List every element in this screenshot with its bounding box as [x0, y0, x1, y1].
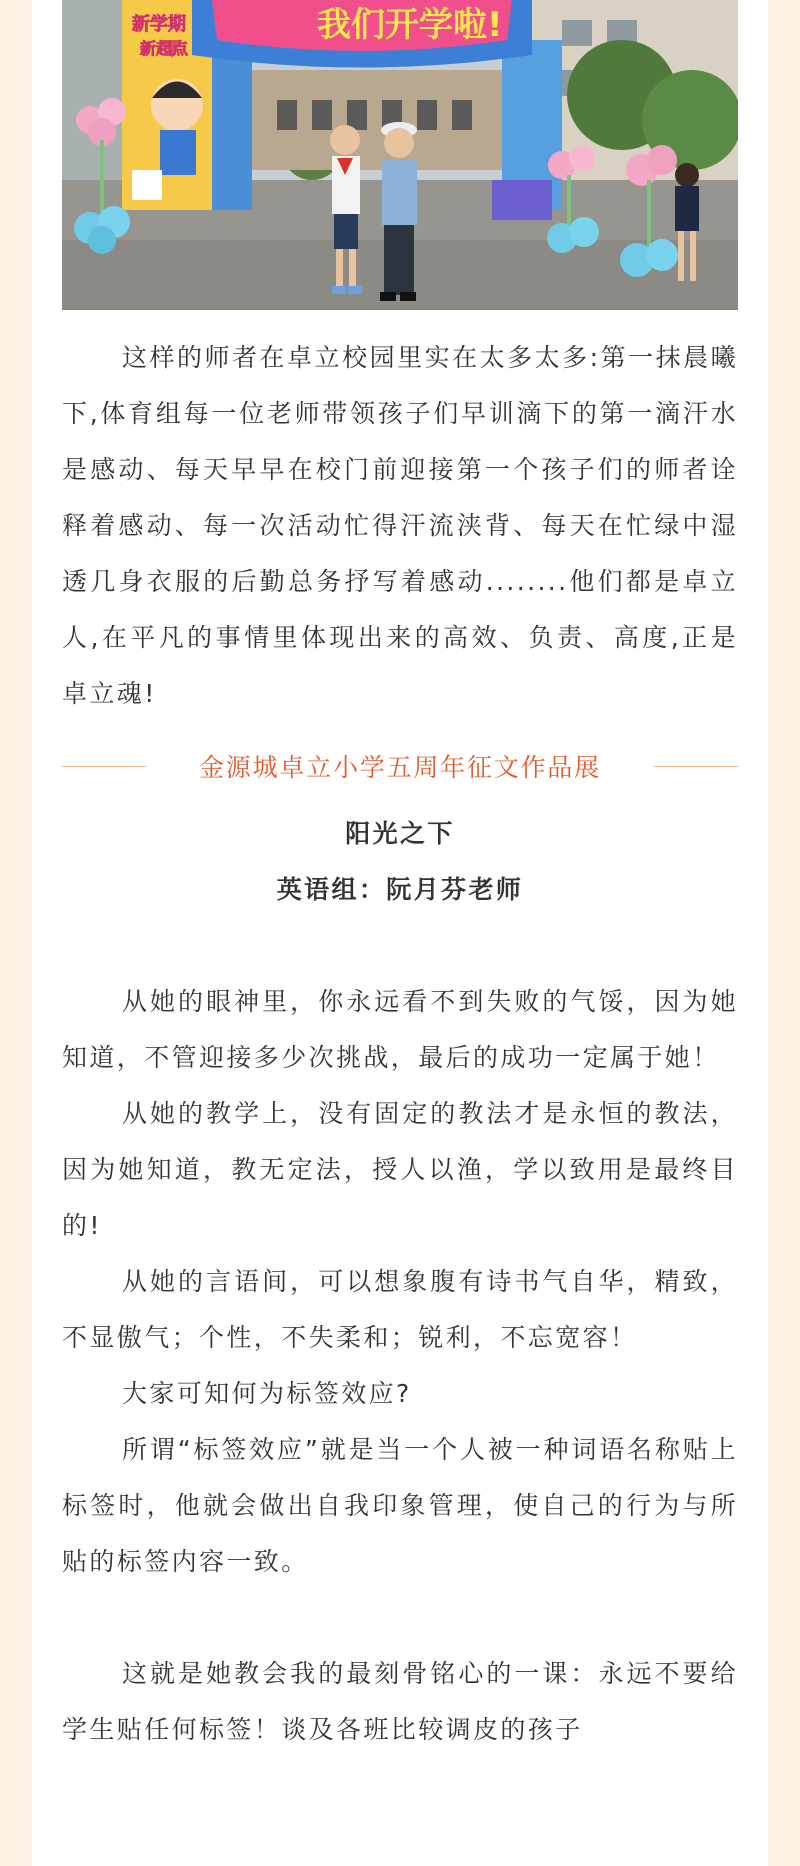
blank-line: [62, 1590, 738, 1646]
essay-paragraph: 从她的眼神里，你永远看不到失败的气馁，因为她知道，不管迎接多少次挑战，最后的成功一定属于她！: [62, 987, 738, 1072]
section-divider: [62, 738, 738, 794]
essay-title: 阳光之下: [345, 819, 455, 848]
divider-title: 金源城卓立小学五周年征文作品展: [198, 753, 601, 782]
essay-paragraph: 从她的言语间，可以想象腹有诗书气自华，精致，不显傲气；个性，不失柔和；锐利，不忘宽容！: [62, 1267, 738, 1352]
essay-paragraph: 所谓“标签效应”就是当一个人被一种词语名称贴上标签时，他就会做出自我印象管理，使自己的行为与所贴的标签内容一致。: [62, 1435, 738, 1576]
arch-corner-text-1: 新学期: [132, 14, 186, 35]
article-content: [62, 330, 738, 1758]
arch-corner-text-2: 新起点: [140, 39, 189, 58]
arch-banner-text: 我们开学啦!: [317, 5, 503, 45]
divider-line-left: [62, 766, 146, 767]
essay-paragraph: 大家可知何为标签效应?: [122, 1379, 412, 1408]
school-opening-photo: [62, 0, 738, 310]
blank-line: [62, 918, 738, 974]
essay-paragraph: 从她的教学上，没有固定的教法才是永恒的教法，因为她知道，教无定法，授人以渔，学以致用是最终目的!: [62, 1099, 738, 1240]
essay-closing-paragraph: 这就是她教会我的最刻骨铭心的一课：永远不要给学生贴任何标签！谈及各班比较调皮的孩子: [62, 1659, 738, 1744]
intro-paragraph: 这样的师者在卓立校园里实在太多太多:第一抹晨曦下,体育组每一位老师带领孩子们早训滴下的第一滴汗水是感动、每天早早在校门前迎接第一个孩子们的师者诠释着感动、每一次活动忙得汗流浃背、每天在忙绿中湿透几身衣服的后勤总务抒写着感动........他们都是卓立人,在平凡的事情里体现出来的高效、负责、高度,正是卓立魂!: [62, 343, 738, 708]
divider-line-right: [654, 766, 738, 767]
article-page: [32, 0, 768, 1866]
essay-author: 英语组：阮月芬老师: [276, 875, 524, 904]
photo-illustration: [62, 0, 738, 310]
